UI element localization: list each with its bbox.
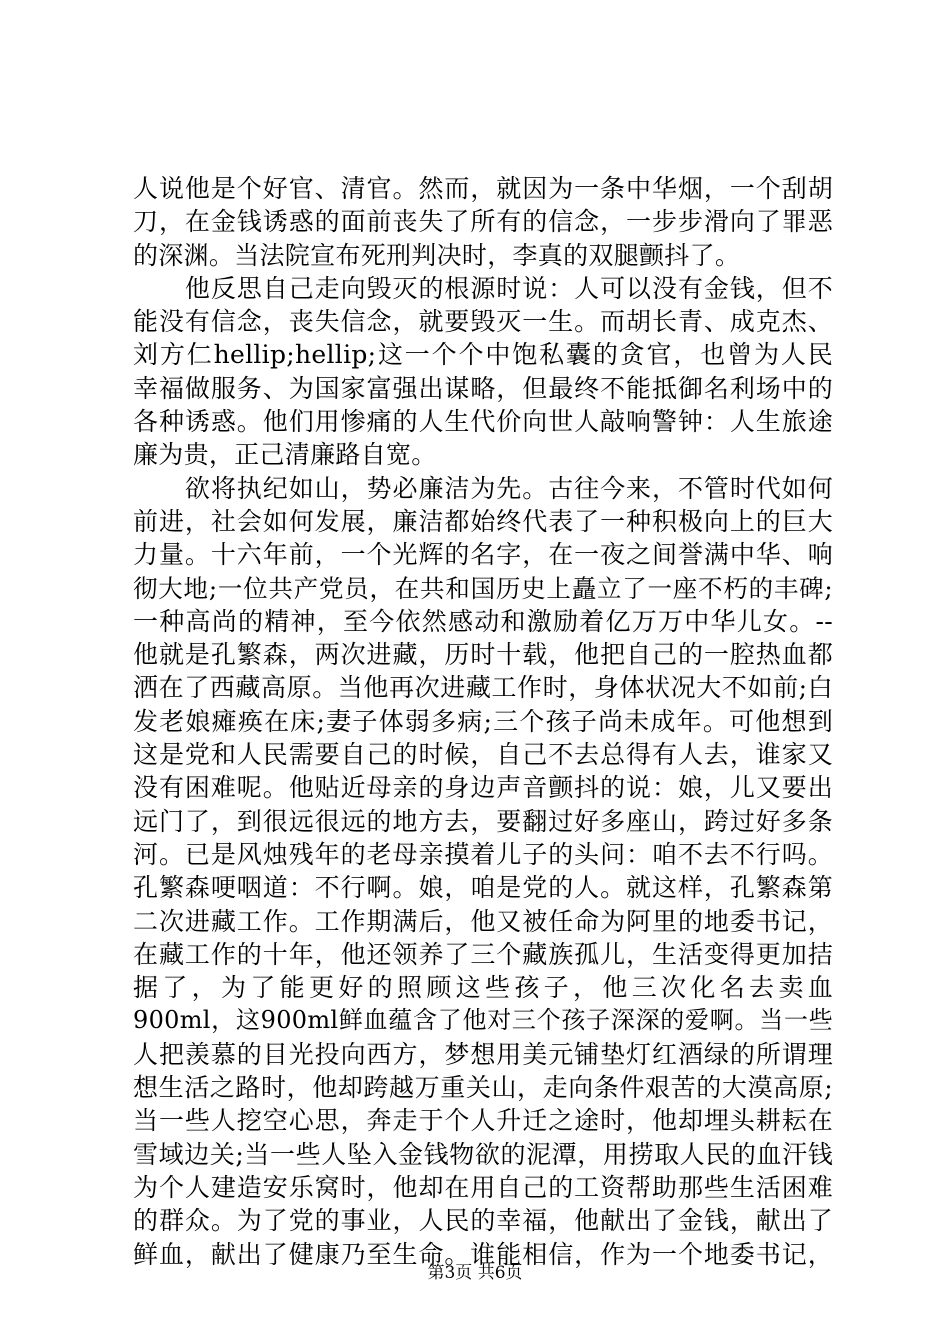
text-line: 刀，在金钱诱惑的面前丧失了所有的信念，一步步滑向了罪恶 [133, 207, 833, 237]
text-line: 当一些人挖空心思，奔走于个人升迁之途时，他却埋头耕耘在 [133, 1106, 833, 1136]
text-line: 他反思自己走向毁灭的根源时说：人可以没有金钱，但不 [133, 273, 833, 303]
text-line: 欲将执纪如山，势必廉洁为先。古往今来，不管时代如何 [133, 473, 833, 503]
text-line: 前进，社会如何发展，廉洁都始终代表了一种积极向上的巨大 [133, 506, 833, 536]
text-line: 的群众。为了党的事业，人民的幸福，他献出了金钱，献出了 [133, 1206, 833, 1236]
page-footer: 第3页 共6页 [427, 1263, 523, 1283]
text-line: 鲜血，献出了健康乃至生命。谁能相信，作为一个地委书记， [133, 1239, 833, 1269]
text-line: 刘方仁hellip;hellip;这一个个中饱私囊的贪官，也曾为人民 [133, 340, 833, 370]
text-line: 人说他是个好官、清官。然而，就因为一条中华烟，一个刮胡 [133, 174, 833, 203]
text-line: 河。已是风烛残年的老母亲摸着儿子的头问：咱不去不行吗。 [133, 839, 833, 869]
text-line: 幸福做服务、为国家富强出谋略，但最终不能抵御名利场中的 [133, 373, 833, 403]
text-line: 发老娘瘫痪在床;妻子体弱多病;三个孩子尚未成年。可他想到 [133, 706, 833, 736]
text-line: 他就是孔繁森，两次进藏，历时十载，他把自己的一腔热血都 [133, 640, 833, 670]
text-line: 900ml，这900ml鲜血蕴含了他对三个孩子深深的爱啊。当一些 [133, 1006, 833, 1035]
text-line: 这是党和人民需要自己的时候，自己不去总得有人去，谁家又 [133, 740, 833, 770]
text-line: 孔繁森哽咽道：不行啊。娘，咱是党的人。就这样，孔繁森第 [133, 873, 833, 903]
body-text [133, 172, 833, 1271]
text-line: 想生活之路时，他却跨越万重关山，走向条件艰苦的大漠高原; [133, 1073, 833, 1103]
text-line: 的深渊。当法院宣布死刑判决时，李真的双腿颤抖了。 [133, 240, 741, 270]
text-line: 在藏工作的十年，他还领养了三个藏族孤儿，生活变得更加拮 [133, 939, 833, 969]
text-line: 没有困难呢。他贴近母亲的身边声音颤抖的说：娘，儿又要出 [133, 773, 833, 803]
text-line: 各种诱惑。他们用惨痛的人生代价向世人敲响警钟：人生旅途 [133, 407, 833, 437]
text-line: 远门了，到很远很远的地方去，要翻过好多座山，跨过好多条 [133, 806, 833, 836]
text-line: 彻大地;一位共产党员，在共和国历史上矗立了一座不朽的丰碑; [133, 573, 833, 603]
text-line: 雪域边关;当一些人坠入金钱物欲的泥潭，用捞取人民的血汗钱 [133, 1139, 833, 1169]
text-line: 力量。十六年前，一个光辉的名字，在一夜之间誉满中华、响 [133, 540, 833, 570]
text-line: 廉为贵，正己清廉路自宽。 [133, 440, 437, 470]
text-line: 洒在了西藏高原。当他再次进藏工作时，身体状况大不如前;白 [133, 673, 833, 703]
text-line: 一种高尚的精神，至今依然感动和激励着亿万万中华儿女。-- [133, 606, 833, 636]
text-line: 能没有信念，丧失信念，就要毁灭一生。而胡长青、成克杰、 [133, 307, 833, 337]
text-line: 据了，为了能更好的照顾这些孩子，他三次化名去卖血 [133, 973, 833, 1003]
text-line: 为个人建造安乐窝时，他却在用自己的工资帮助那些生活困难 [133, 1172, 833, 1202]
text-line: 二次进藏工作。工作期满后，他又被任命为阿里的地委书记， [133, 906, 833, 936]
text-line: 人把羡慕的目光投向西方，梦想用美元铺垫灯红酒绿的所谓理 [133, 1039, 833, 1069]
